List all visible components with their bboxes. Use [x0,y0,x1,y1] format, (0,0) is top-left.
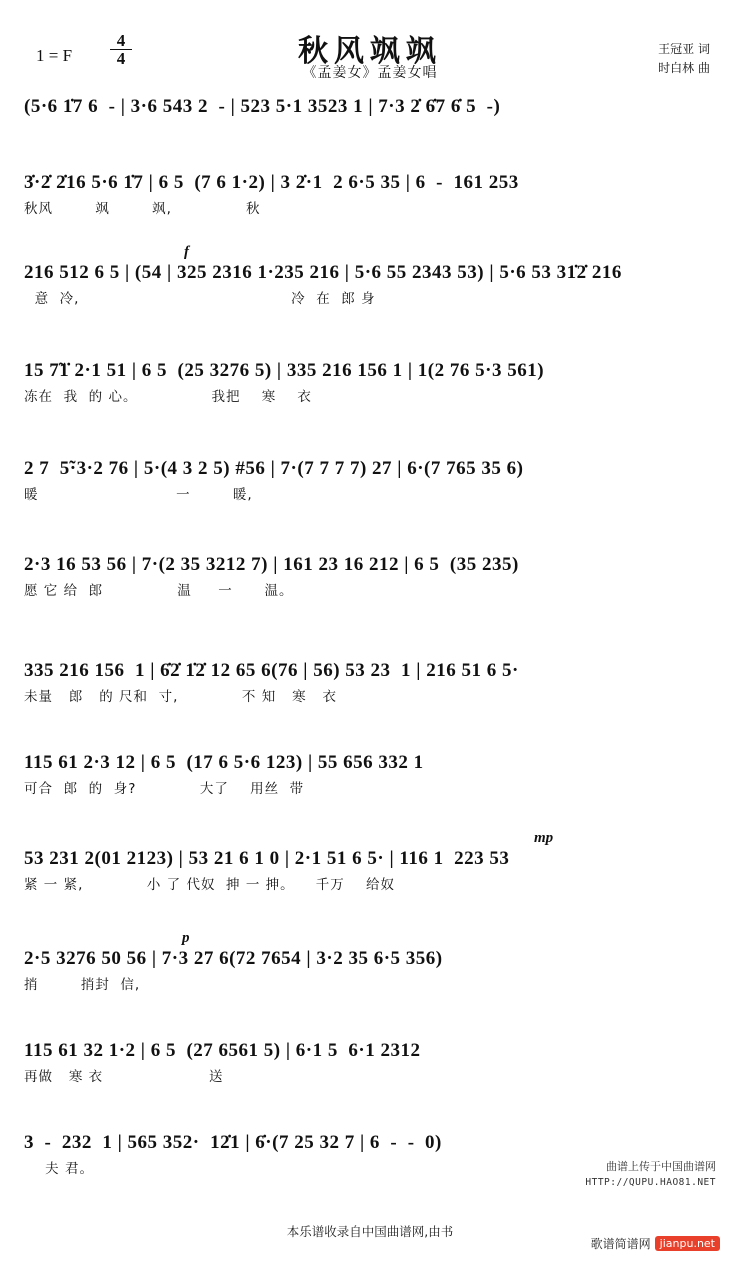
time-signature-numerator: 4 [116,31,126,50]
lyrics-line: 可合 郎 的 身? 大了 用丝 带 [24,780,305,797]
music-system [24,458,716,503]
site-stamp [585,1159,716,1190]
lyrics-line: 紧 一 紧, 小 了 代奴 抻 一 抻。 千万 给奴 [24,876,395,893]
lyrics-line: 未量 郎 的 尺和 寸, 不 知 寒 衣 [24,688,337,705]
music-system [24,930,716,993]
site-logo-badge: jianpu.net [655,1236,720,1251]
dynamic-marking: p [182,930,190,946]
footer-note: 本乐谱收录自中国曲谱网,由书 [286,1224,454,1239]
site-logo-text: 歌谱简谱网 [590,1237,651,1251]
notation-line: 115 61 32 1·2 | 6 5 (27 6561 5) | 6·1 5 6·1 2312 [24,1040,421,1061]
music-system [24,554,716,599]
credits [658,40,710,78]
lyrics-line: 意 冷, 冷 在 郎 身 [24,290,376,307]
music-system [24,360,716,405]
notation-line: 2·5 3276 50 56 | 7·3 27 6(72 7654 | 3·2 35 6·5 356) [24,948,443,969]
notation-line: 2 7 5̃·3·2 76 | 5·(4 3 2 5) #56 | 7·(7 7 7 7) 27 | 6·(7 765 35 6) [24,458,524,479]
lyrics-line: 夫 君。 [24,1160,94,1177]
page-title: 秋风飒飒 [298,34,442,69]
site-stamp-line1: 曲谱上传于中国曲谱网 [606,1160,716,1174]
music-system [24,830,716,893]
notation-line: 115 61 2·3 12 | 6 5 (17 6 5·6 123) | 55 656 332 1 [24,752,424,773]
notation-line: 3 - 232 1 | 565 352· 12̇1 | 6̇·(7 25 32 7 | 6 - - 0) [24,1132,442,1153]
notation-line: (5·6 1̇7 6 - | 3·6 543 2 - | 523 5·1 3523 1 | 7·3 2̇ 6̇7 6̇ 5 -) [24,96,501,117]
page-subtitle: 《孟姜女》孟姜女唱 [302,65,438,81]
notation-line: 15 7̃1̇ 2·1 51 | 6 5 (25 3276 5) | 335 216 156 1 | 1(2 76 5·3 561) [24,360,545,381]
lyrics-line: 愿 它 给 郎 温 一 温。 [24,582,294,599]
dynamic-marking: mp [534,830,554,846]
lyrics-line: 暖 一 暖, [24,486,253,503]
music-system [24,96,716,121]
dynamic-marking: f [184,244,189,260]
music-system [24,660,716,705]
music-system [24,752,716,797]
lyrics-line: 秋风 飒 飒, 秋 [24,200,261,217]
lyrics-line: 冻在 我 的 心。 我把 寒 衣 [24,388,312,405]
music-system [24,1040,716,1085]
notation-line: 335 216 156 1 | 6̇2̇ 1̇2̇ 12 65 6(76 | 56) 53 23 1 | 216 51 6 5· [24,660,519,681]
music-system [24,172,716,217]
notation-line: 3̇·2̇ 2̇16 5·6 1̇7 | 6 5 (7 6 1·2) | 3 2̇·1 2 6·5 35 | 6 - 161 253 [24,172,519,193]
notation-line: 53 231 2(01 2123) | 53 21 6 1 0 | 2·1 51 6 5· | 116 1 223 53 [24,848,510,869]
notation-line: 2·3 16 53 56 | 7·(2 35 3212 7) | 161 23 16 212 | 6 5 (35 235) [24,554,519,575]
lyrics-line: 再做 寒 衣 送 [24,1068,224,1085]
site-stamp-url: HTTP://QUPU.HAO81.NET [585,1176,716,1188]
site-logo [591,1235,720,1252]
notation-line: 216 512 6 5 | (54 | 325 2316 1·235 216 | 5·6 55 2343 53) | 5·6 53 31̇2̇ 216 [24,262,622,283]
credit-composer: 时白林 曲 [658,61,710,76]
time-signature-denominator: 4 [110,49,132,67]
key-signature: 1 = F [36,46,73,65]
music-system [24,244,716,307]
lyrics-line: 捎 捎封 信, [24,976,141,993]
credit-lyricist: 王冠亚 词 [658,42,710,56]
